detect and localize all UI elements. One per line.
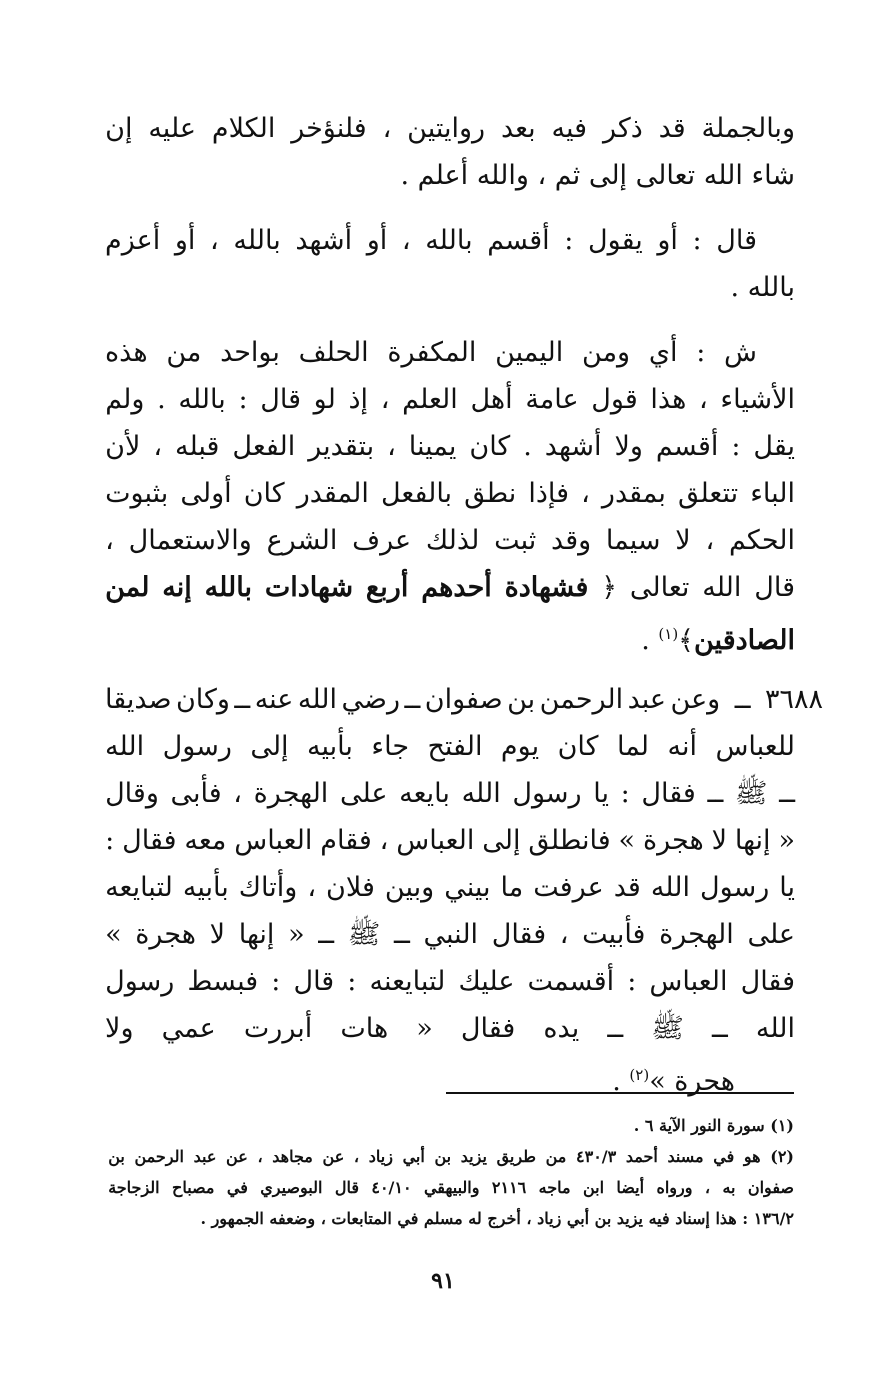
word: لتبايعه — [105, 872, 173, 903]
word: وعن — [670, 684, 721, 715]
word: عبد — [627, 684, 667, 715]
word: فبسط — [187, 966, 259, 997]
quran-word: لمن — [105, 572, 150, 603]
word: صفوان — [747, 1178, 794, 1197]
word: أنه — [667, 731, 697, 762]
word: فقال — [122, 825, 177, 856]
text-line — [105, 217, 795, 264]
word: عن — [322, 1147, 345, 1166]
word: أعزم — [105, 225, 161, 256]
word: : — [731, 431, 741, 462]
word: العلم — [402, 384, 458, 415]
word: ــ — [234, 684, 251, 715]
word: والاستعمال — [128, 525, 252, 556]
word: لذلك — [425, 525, 480, 556]
word: بأبيه — [182, 872, 229, 903]
word: وأتاك — [238, 872, 298, 903]
hadith-number: ٣٦٨٨ — [764, 684, 823, 715]
word: مجاهد — [272, 1147, 313, 1166]
word: بيني — [444, 872, 491, 903]
word: وبين — [384, 872, 435, 903]
word: لا — [711, 825, 727, 856]
word: فقال — [740, 966, 795, 997]
word: قال — [334, 1178, 359, 1197]
word: العباس — [396, 825, 475, 856]
word: « — [416, 1013, 433, 1044]
word: طريق — [496, 1147, 536, 1166]
hadith-paragraph — [105, 676, 823, 1099]
word: يده — [543, 1013, 580, 1044]
word: أقسم — [655, 431, 719, 462]
word: وبالجملة — [701, 113, 795, 144]
word: ذكر — [602, 113, 643, 144]
word: كان — [243, 478, 285, 509]
word: ٤٠/١٠ — [371, 1178, 412, 1197]
word: ش — [724, 337, 757, 368]
word: يقول — [588, 225, 643, 256]
word: بعد — [500, 113, 536, 144]
word: ورواه — [656, 1178, 693, 1197]
word: ــ — [318, 919, 335, 950]
word: أقسمت — [527, 966, 615, 997]
text-line — [105, 376, 795, 423]
footnote-line: ١٣٦/٢ : هذا إسناد فيه يزيد بن أبي زياد ، أخرج له مسلم في المتابعات ، وضعفه الجمهور . — [200, 1209, 794, 1228]
word: فإذا — [528, 478, 570, 509]
word: قول — [591, 384, 638, 415]
word: العباس — [649, 966, 728, 997]
word: إلى — [482, 825, 521, 856]
word: من — [166, 337, 202, 368]
main-text — [105, 105, 823, 1099]
word: الباء — [750, 478, 795, 509]
word: فلان — [326, 872, 375, 903]
word: قال — [260, 384, 301, 415]
word: قد — [658, 113, 686, 144]
word: بن — [434, 1147, 452, 1166]
text-line — [105, 423, 795, 470]
word: الله — [105, 731, 145, 762]
word: بمقدر — [601, 478, 666, 509]
footnote-line — [108, 1172, 794, 1203]
word: الفتح — [427, 731, 483, 762]
word: بالله — [233, 225, 281, 256]
quran-quote-end: الصادقين — [694, 625, 795, 656]
text-line: شاء الله تعالى إلى ثم ، والله أعلم . — [400, 160, 795, 191]
dash: ــ — [734, 684, 751, 715]
hadith-last-text: هجرة » — [649, 1066, 735, 1097]
word: يا — [779, 872, 795, 903]
word: أشهد — [295, 225, 353, 256]
word: : — [347, 966, 357, 997]
word: أو — [174, 225, 196, 256]
word: إذ — [348, 384, 369, 415]
word: ٢١١٦ — [491, 1178, 527, 1197]
word: عرفت — [533, 872, 604, 903]
paragraph-1 — [105, 105, 795, 199]
word: كان — [469, 431, 511, 462]
word: مسند — [667, 1147, 704, 1166]
hadith-first-line — [105, 676, 823, 723]
quran-word: فشهادة — [504, 572, 589, 603]
word: ماجه — [538, 1178, 571, 1197]
word: لتبايعنه — [369, 966, 446, 997]
text-line: بالله . — [730, 272, 795, 303]
word: ولم — [105, 384, 145, 415]
word: الله — [297, 684, 338, 715]
word: الهجرة — [659, 919, 734, 950]
word: ، — [379, 825, 389, 856]
word: لا — [675, 525, 691, 556]
word: يا — [593, 778, 609, 809]
word: بايعه — [399, 778, 450, 809]
quran-word: أربع — [365, 572, 409, 603]
text-line — [105, 911, 795, 958]
word: أيضا — [616, 1178, 645, 1197]
text-line — [105, 329, 795, 376]
text-line — [105, 105, 795, 152]
word: في — [226, 1178, 248, 1197]
word: يقل — [753, 431, 795, 462]
word: لا — [209, 919, 226, 950]
quran-quote-line — [105, 564, 795, 611]
word: عبد — [193, 1147, 217, 1166]
word: لو — [313, 384, 336, 415]
word: ، — [105, 525, 114, 556]
word: للعباس — [715, 731, 795, 762]
word: هذه — [105, 337, 148, 368]
word: من — [545, 1147, 567, 1166]
word: » — [105, 919, 122, 950]
word: ، — [699, 384, 708, 415]
word: روايتين — [407, 113, 486, 144]
word: بأبيه — [307, 731, 353, 762]
word: كان — [557, 731, 599, 762]
word: يزيد — [460, 1147, 487, 1166]
word: ﷺ — [347, 919, 381, 950]
word: وكان — [175, 684, 230, 715]
word: رسول — [105, 966, 175, 997]
word: أبررت — [243, 1013, 313, 1044]
word: عليك — [458, 966, 515, 997]
word: (٢) — [770, 1147, 794, 1166]
word: الفعل — [232, 431, 296, 462]
word: ومن — [582, 337, 631, 368]
word: لأن — [105, 431, 141, 462]
word: أحمد — [625, 1147, 658, 1166]
quote-close-bracket: ﴾ — [678, 625, 694, 656]
word: سيما — [605, 525, 661, 556]
text-line — [105, 770, 795, 817]
word: فيه — [551, 113, 588, 144]
word: ٤٣٠/٣ — [576, 1147, 617, 1166]
word: البوصيري — [260, 1178, 323, 1197]
word: هجرة — [135, 919, 196, 950]
word: : — [692, 225, 702, 256]
word: قبله — [175, 431, 220, 462]
word: النبي — [423, 919, 479, 950]
word: بواحد — [220, 337, 280, 368]
word: جاء — [371, 731, 410, 762]
word: بثبوت — [105, 478, 169, 509]
word: ، — [382, 113, 392, 144]
word: « — [288, 919, 305, 950]
word: به — [722, 1178, 736, 1197]
word: ، — [401, 225, 411, 256]
word: بن — [507, 684, 536, 715]
word: الله — [461, 778, 501, 809]
word: ﷺ — [734, 778, 768, 809]
word: الرحمن — [134, 1147, 184, 1166]
word: وقال — [105, 778, 159, 809]
word: الشرع — [266, 525, 338, 556]
word: ــ — [711, 1013, 728, 1044]
word: ، — [307, 872, 317, 903]
word: أو — [657, 225, 678, 256]
word: هجرة — [642, 825, 704, 856]
word: المقدر — [296, 478, 369, 509]
word: فأبى — [170, 778, 222, 809]
quran-quote-end-line — [105, 611, 795, 658]
word: في — [713, 1147, 735, 1166]
word: بالله — [178, 384, 226, 415]
word: إنها — [238, 919, 275, 950]
word: ــ — [707, 778, 724, 809]
word: ، — [353, 1147, 360, 1166]
word: فقال — [491, 919, 547, 950]
footnote-ref-2: (٢) — [629, 1066, 650, 1084]
word: فانطلق — [528, 825, 611, 856]
word: : — [238, 384, 248, 415]
word: اليمين — [495, 337, 564, 368]
word: فقال — [641, 778, 696, 809]
word: ــ — [607, 1013, 624, 1044]
word: : — [105, 825, 115, 856]
word: ابن — [582, 1178, 605, 1197]
text-line — [105, 958, 795, 1005]
word: ولا — [105, 1013, 134, 1044]
line-tail: . — [612, 1066, 630, 1097]
word: تعالى — [629, 572, 690, 603]
word: ، — [704, 1178, 711, 1197]
line-tail: . — [641, 625, 659, 656]
word: والبيهقي — [423, 1178, 480, 1197]
quran-word: أحدهم — [421, 572, 492, 603]
word: بالله — [425, 225, 473, 256]
word: هو — [743, 1147, 761, 1166]
word: ــ — [404, 684, 421, 715]
word: . — [157, 384, 166, 415]
word: أشهد — [544, 431, 602, 462]
word: رسول — [700, 872, 770, 903]
word: « — [778, 825, 795, 856]
word: : — [271, 966, 281, 997]
word: أي — [648, 337, 678, 368]
footnote-divider — [446, 1092, 794, 1094]
word: ، — [233, 778, 243, 809]
word: ، — [153, 431, 163, 462]
word: فقام — [320, 825, 372, 856]
word: أو — [366, 225, 388, 256]
word: أولى — [180, 478, 232, 509]
word: ﴿ — [601, 572, 618, 603]
footnote-ref-1: (١) — [658, 625, 679, 643]
word: معه — [184, 825, 227, 856]
word: قال — [716, 225, 757, 256]
word: عرف — [352, 525, 412, 556]
paragraph-2 — [105, 217, 795, 311]
word: تتعلق — [677, 478, 739, 509]
word: الحلف — [298, 337, 369, 368]
word: ﷺ — [651, 1013, 684, 1044]
word: رسول — [162, 731, 232, 762]
word: العباس — [234, 825, 313, 856]
word: الله — [650, 872, 690, 903]
word: ثبت — [494, 525, 537, 556]
word: قال — [754, 572, 795, 603]
word: بتقدير — [308, 431, 375, 462]
word: الله — [755, 1013, 795, 1044]
page-number: ٩١ — [431, 1268, 455, 1294]
quran-word: شهادات — [264, 572, 354, 603]
word: صفوان — [424, 684, 503, 715]
word: ــ — [779, 778, 795, 809]
word: : — [564, 225, 574, 256]
word: وقد — [551, 525, 592, 556]
word: ، — [705, 525, 715, 556]
word: . — [523, 431, 532, 462]
word: الكلام — [211, 113, 276, 144]
word: ، — [210, 225, 219, 256]
word: رسول — [512, 778, 582, 809]
word: الزجاجة — [108, 1178, 160, 1197]
word: صديقا — [105, 684, 172, 715]
word: قد — [613, 872, 641, 903]
word: عليه — [148, 113, 196, 144]
quran-word: بالله — [204, 572, 253, 603]
word: فلنؤخر — [291, 113, 367, 144]
word: فقال — [460, 1013, 516, 1044]
word: المكفرة — [387, 337, 477, 368]
word: عن — [226, 1147, 248, 1166]
word: الهجرة — [253, 778, 329, 809]
word: : — [620, 778, 630, 809]
word: : — [627, 966, 637, 997]
word: ، — [581, 478, 590, 509]
text-line — [105, 864, 795, 911]
text-line — [105, 723, 795, 770]
text-line — [105, 817, 795, 864]
word: زياد — [368, 1147, 393, 1166]
quran-word: إنه — [162, 572, 192, 603]
word: نطق — [464, 478, 517, 509]
word: أهل — [470, 384, 513, 415]
word: يمينا — [408, 431, 457, 462]
word: على — [339, 778, 388, 809]
word: الحكم — [728, 525, 795, 556]
word: على — [747, 919, 795, 950]
word: ــ — [394, 919, 410, 950]
footnotes — [108, 1110, 794, 1234]
word: إن — [105, 113, 133, 144]
text-line — [105, 517, 795, 564]
word: مصباح — [171, 1178, 215, 1197]
text-line — [105, 1005, 795, 1052]
footnote-line: (١) سورة النور الآية ٦ . — [633, 1116, 794, 1135]
word: عمي — [161, 1013, 216, 1044]
word: ، — [257, 1147, 263, 1166]
word: عنه — [254, 684, 294, 715]
word: ما — [500, 872, 524, 903]
word: » — [618, 825, 636, 856]
word: الرحمن — [539, 684, 624, 715]
word: ، — [380, 384, 390, 415]
word: هذا — [650, 384, 687, 415]
word: ، — [387, 431, 396, 462]
footnote-line — [108, 1141, 794, 1172]
word: لما — [616, 731, 650, 762]
word: : — [696, 337, 706, 368]
word: إلى — [250, 731, 289, 762]
commentary-paragraph — [105, 329, 795, 658]
word: فأبيت — [582, 919, 646, 950]
word: أبي — [402, 1147, 425, 1166]
word: بن — [108, 1147, 125, 1166]
word: يوم — [500, 731, 540, 762]
word: أقسم — [487, 225, 550, 256]
word: قال — [293, 966, 335, 997]
word: رضي — [341, 684, 400, 715]
word: إنها — [734, 825, 771, 856]
word: عامة — [525, 384, 579, 415]
word: بالفعل — [380, 478, 453, 509]
word: الله — [702, 572, 742, 603]
text-line — [105, 470, 795, 517]
word: هات — [340, 1013, 389, 1044]
word: ولا — [614, 431, 643, 462]
word: ، — [559, 919, 569, 950]
word: الأشياء — [720, 384, 795, 415]
